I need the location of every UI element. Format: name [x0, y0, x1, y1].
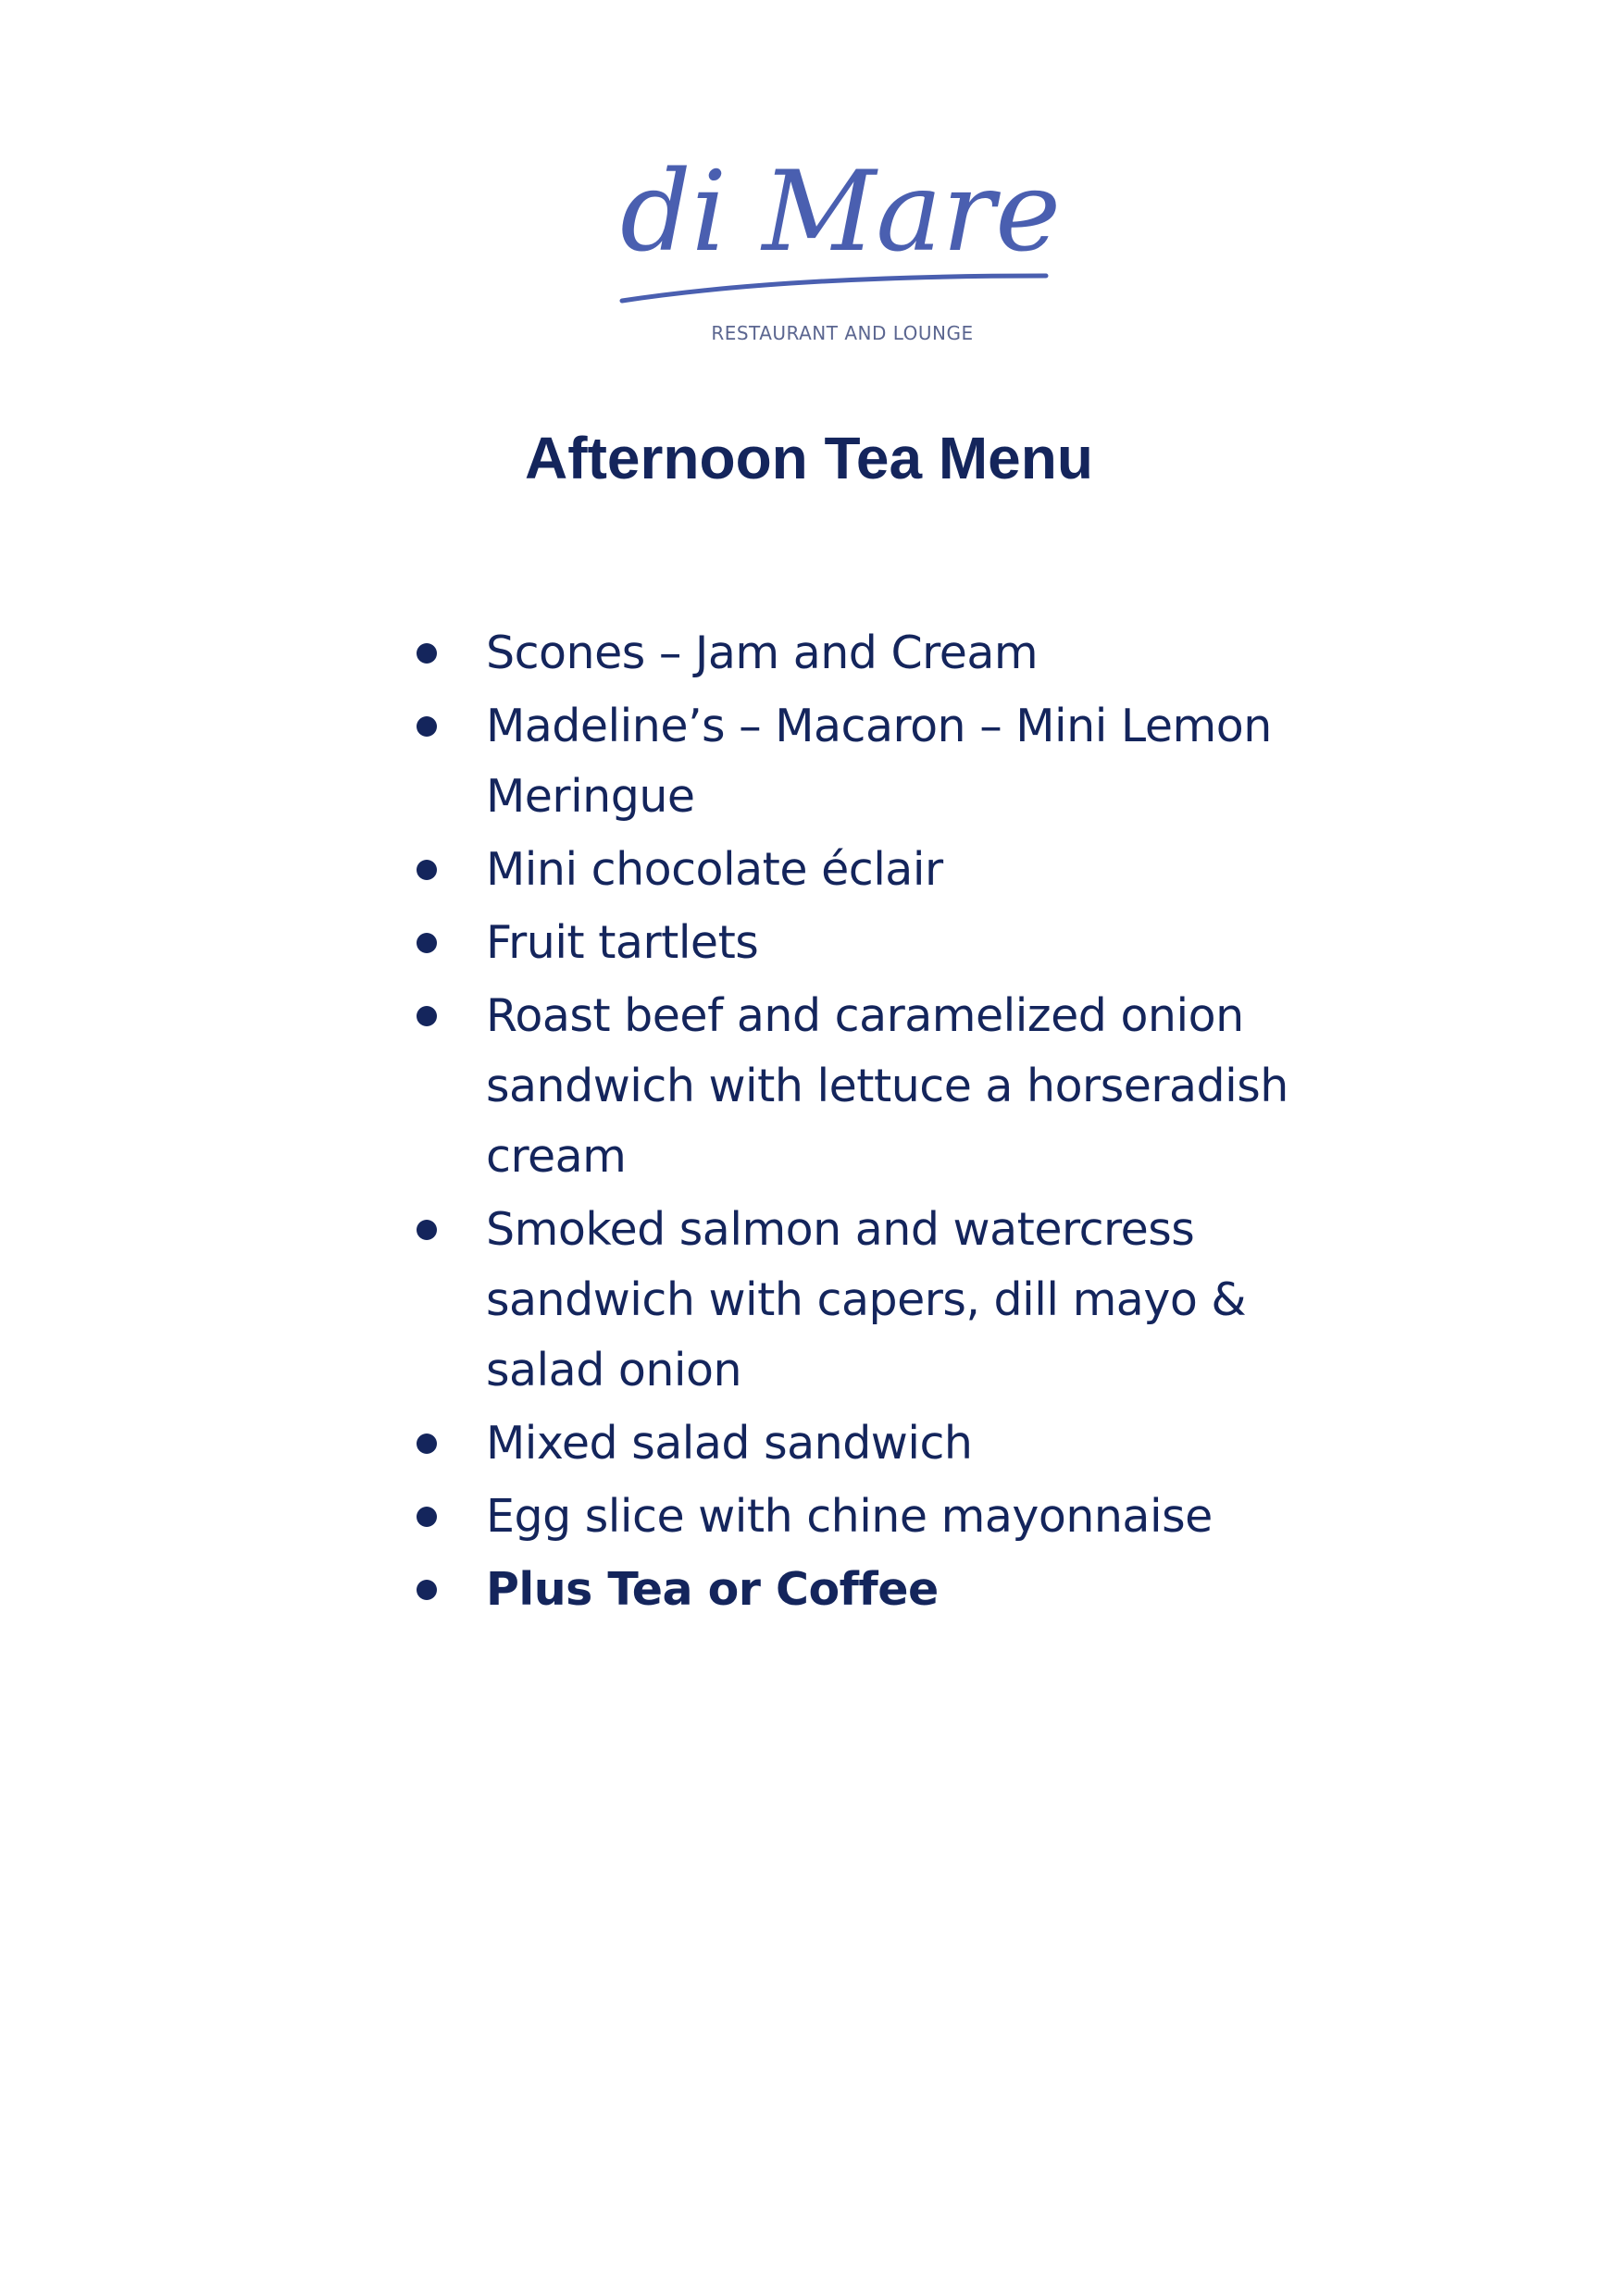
menu-item	[407, 691, 1333, 832]
menu-item-text: Smoked salmon and watercress sandwich with capers, dill mayo & salad onion	[486, 1203, 1247, 1396]
bullet-icon	[417, 1433, 437, 1454]
bullet-icon	[417, 716, 437, 737]
page-title: Afternoon Tea Menu	[525, 425, 1093, 491]
bullet-icon	[417, 1580, 437, 1600]
menu-item	[407, 1409, 1333, 1479]
bullet-icon	[417, 1507, 437, 1527]
bullet-icon	[417, 933, 437, 953]
menu-item	[407, 1195, 1333, 1406]
menu-item-text: Mixed salad sandwich	[486, 1417, 973, 1470]
bullet-icon	[417, 643, 437, 664]
bullet-icon	[417, 860, 437, 880]
menu-item	[407, 981, 1333, 1192]
menu-item	[407, 835, 1333, 905]
menu-item	[407, 908, 1333, 978]
menu-item	[407, 618, 1333, 689]
menu-item-text: Scones – Jam and Cream	[486, 627, 1039, 679]
logo-swoosh	[622, 276, 1046, 301]
menu-item-text: Plus Tea or Coffee	[486, 1563, 939, 1616]
menu-item-text: Egg slice with chine mayonnaise	[486, 1490, 1213, 1543]
bullet-icon	[417, 1220, 437, 1240]
menu-item-text: Roast beef and caramelized onion sandwich with lettuce a horseradish cream	[486, 989, 1288, 1183]
logo-script-mark	[602, 120, 1083, 315]
menu-item	[407, 1482, 1333, 1552]
restaurant-logo	[602, 120, 1083, 352]
menu-item-text: Madeline’s – Macaron – Mini Lemon Meringue	[486, 700, 1272, 823]
menu-item-drinks	[407, 1555, 1333, 1625]
menu-item-text: Mini chocolate éclair	[486, 843, 943, 896]
menu-list	[407, 618, 1333, 1628]
bullet-icon	[417, 1006, 437, 1026]
menu-item-text: Fruit tartlets	[486, 916, 759, 969]
logo-script-text: di Mare	[620, 148, 1062, 277]
logo-tagline: RESTAURANT AND LOUNGE	[711, 322, 974, 344]
